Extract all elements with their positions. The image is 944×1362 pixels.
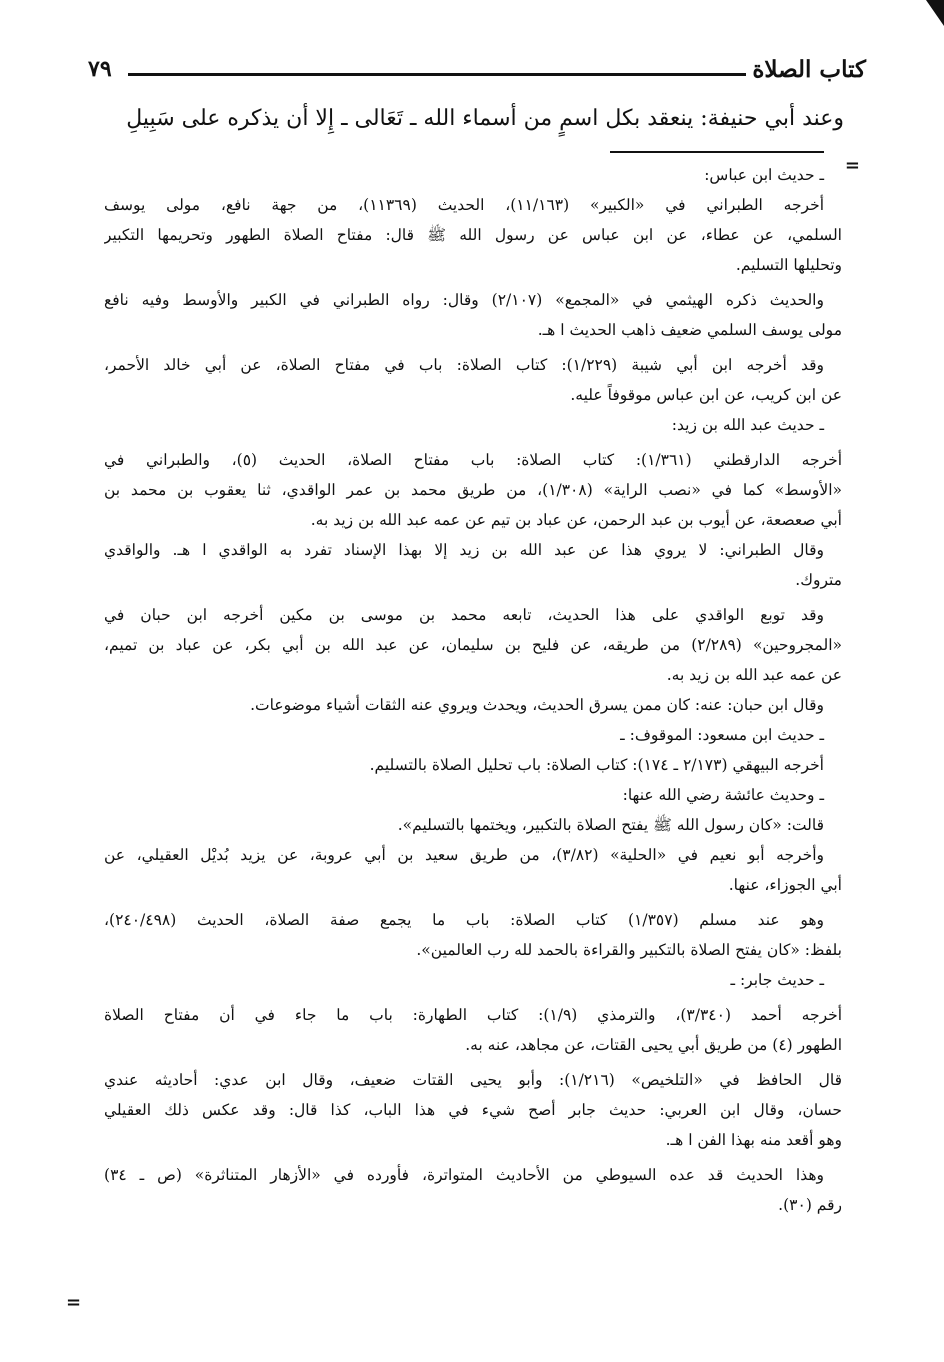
footnote-line: حسان، وقال ابن العربي: حديث جابر أصح شيء في هذا الباب، كذا قال: وقد عكس ذلك العقيلي (104, 1101, 842, 1119)
footnote-line: ـ حديث جابر: ـ (730, 971, 824, 989)
footnote-line: بلفظ: «كان يفتح الصلاة بالتكبير والقراءة بالحمد لله رب العالمين». (416, 941, 842, 959)
footnote-line: والحديث ذكره الهيثمي في «المجمع» (٢/١٠٧) وقال: رواه الطبراني في الكبير والأوسط وفيه نافع (104, 291, 824, 309)
footnote-line: ـ حديث ابن عباس: (704, 166, 824, 184)
footnote-line: وقال الطبراني: لا يروي هذا عن عبد الله بن زيد إلا بهذا الإسناد تفرد به الواقدي ا هـ. والواقدي (104, 541, 824, 559)
footnote-line: «الأوسط» كما في «نصب الراية» (١/٣٠٨)، من طريق محمد بن عمر الواقدي، ثنا يعقوب بن محمد بن (104, 481, 842, 499)
footnote-line: وأخرجه أبو نعيم في «الحلية» (٣/٨٢)، من طريق سعيد بن أبي عروبة، عن يزيد بُديْل العقيلي، عن (104, 846, 824, 864)
footnote-line: وهذا الحديث قد عده السيوطي من الأحاديث المتواترة، فأورده في «الأزهار المتناثرة» (ص ـ ٣٤) (104, 1166, 824, 1184)
footnote-line: عن عمه عبد الله بن زيد به. (666, 666, 842, 684)
footnote-line: قال الحافظ في «التلخيص» (١/٢١٦): وأبو يحيى القتات ضعيف، وقال ابن عدي: أحاديثه عندي (104, 1071, 842, 1089)
footnote-line: وتحليلها التسليم. (735, 256, 842, 274)
footnote-line: عن ابن كريب، عن ابن عباس موقوفاً عليه. (570, 386, 842, 404)
footnote-line: أخرجه أحمد (٣/٣٤٠)، والترمذي (١/٩): كتاب الطهارة: باب ما جاء في أن مفتاح الصلاة (104, 1006, 842, 1024)
footnote-line: السلمي، عن عطاء، عن ابن عباس عن رسول الله ﷺ قال: مفتاح الصلاة الطهور وتحريمها التكبير (104, 226, 842, 244)
footnote-line: ـ وحديث عائشة رضي الله عنها: (622, 786, 824, 804)
footnote-line: مولى يوسف السلمي ضعيف ذاهب الحديث ا هـ. (537, 321, 842, 339)
footnote-line: أخرجه البيهقي (٢/١٧٣ ـ ١٧٤): كتاب الصلاة: باب تحليل الصلاة بالتسليم. (369, 756, 824, 774)
footnotes (104, 160, 842, 1220)
footnote-line: وقد توبع الواقدي على هذا الحديث، تابعه محمد بن موسى بن مكين أخرجه ابن حبان في (104, 606, 824, 624)
page-number: ٧٩ (88, 56, 112, 82)
footnote-line: أخرجه الطبراني في «الكبير» (١١/١٦٣)، الحديث (١١٣٦٩)، من جهة نافع، مولى يوسف (104, 196, 824, 214)
main-text-line: وعند أبي حنيفة: ينعقد بكل اسمٍ من أسماء الله ـ تَعَالى ـ إِلا أن يذكره على سَبِيلِ (126, 106, 844, 131)
footnote-line: رقم (٣٠). (778, 1196, 842, 1214)
footnote-line: ـ حديث عبد الله بن زيد: (671, 416, 824, 434)
footnote-line: وهو أقعد منه بهذا الفن ا هـ. (665, 1131, 842, 1149)
footnote-line: متروك. (795, 571, 842, 589)
footnote-line: ـ حديث ابن مسعود: الموقوف: ـ (620, 726, 824, 744)
footnote-line: وقال ابن حبان: عنه: كان ممن يسرق الحديث، ويحدث ويروي عنه الثقات أشياء موضوعات. (250, 696, 824, 714)
footnote-separator (610, 151, 824, 153)
footnote-line: «المجروحين» (٢/٢٨٩) من طريقه، عن فليح بن سليمان، عن عبد الله بن أبي بكر، عن عباد بن تميم، (104, 636, 842, 654)
corner-mark (926, 0, 944, 26)
footnote-line: أبي الجوزاء، عنها. (728, 876, 842, 894)
footnote-line: وقد أخرجه ابن أبي شيبة (١/٢٢٩): كتاب الصلاة: باب في مفتاح الصلاة، عن أبي خالد الأحمر، (104, 356, 824, 374)
footnote-line: أخرجه الدارقطني (١/٣٦١): كتاب الصلاة: باب مفتاح الصلاة، الحديث (٥)، والطبراني في (104, 451, 842, 469)
footnote-line: قالت: «كان رسول الله ﷺ يفتح الصلاة بالتكبير، ويختمها بالتسليم». (397, 816, 824, 834)
footnote-line: الطهور (٤) من طريق أبي يحيى القتات، عن مجاهد، عنه به. (465, 1036, 842, 1054)
footer-continuation-mark: = (66, 1292, 82, 1313)
page-header (88, 56, 866, 90)
chapter-title: كتاب الصلاة (752, 56, 866, 83)
header-rule (128, 73, 746, 76)
continuation-mark: = (844, 155, 860, 176)
footnote-line: أبي صعصعة، عن أيوب بن عبد الرحمن، عن عباد بن تيم عن عمه عبد الله بن زيد به. (310, 511, 842, 529)
footnote-line: وهو عند مسلم (١/٣٥٧) كتاب الصلاة: باب ما يجمع صفة الصلاة، الحديث (٢٤٠/٤٩٨)، (104, 911, 824, 929)
